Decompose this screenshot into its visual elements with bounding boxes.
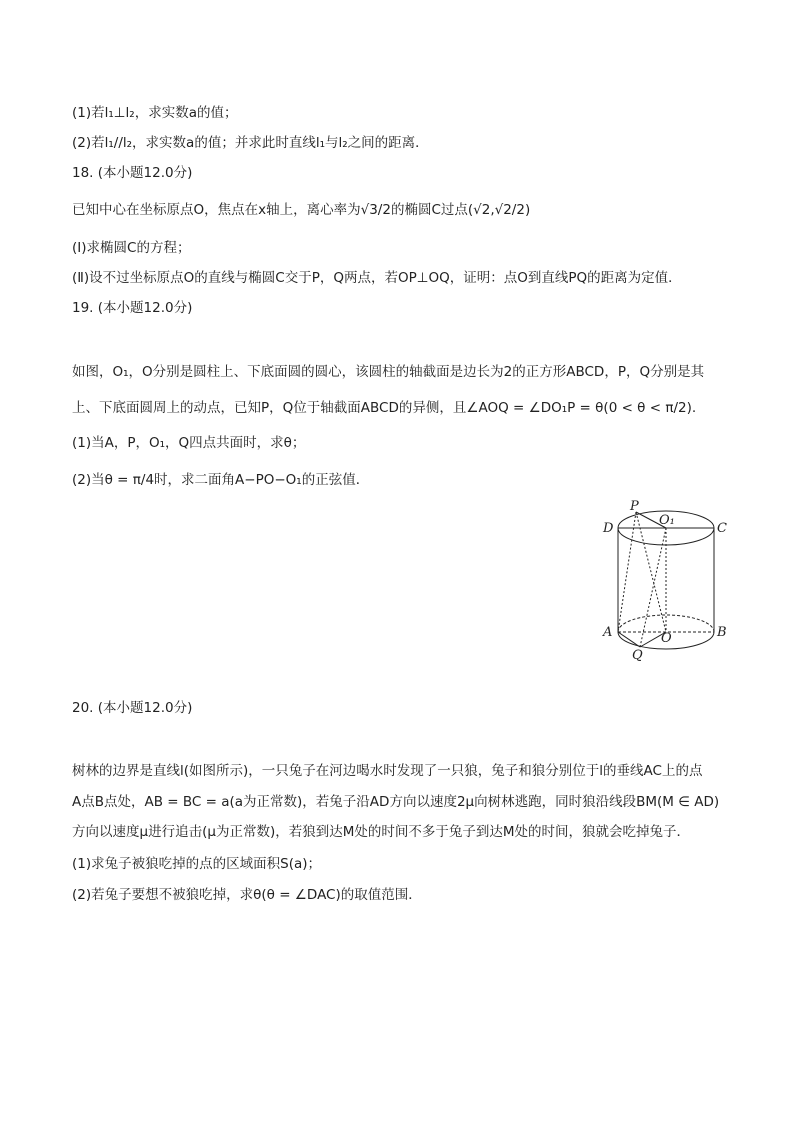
cylinder-figure	[598, 498, 738, 663]
label-A: A	[603, 625, 613, 640]
label-C: C	[717, 521, 727, 536]
question-18-part2: (Ⅱ)设不过坐标原点O的直线与椭圆C交于P，Q两点，若OP⊥OQ，证明：点O到直线PQ的距离为定值．	[72, 270, 682, 286]
label-O: O	[661, 631, 672, 646]
question-20-part1: (1)求兔子被狼吃掉的点的区域面积S(a)；	[72, 856, 321, 872]
segment-P-O	[636, 512, 666, 632]
segment-P-A	[618, 512, 636, 632]
question-20-stem-line2: A点B点处，AB = BC = a(a为正常数)，若兔子沿AD方向以速度2μ向树林逃跑，同时狼沿线段BM(M ∈ AD)	[72, 794, 720, 810]
question-19-header: 19. (本小题12.0分)	[72, 300, 193, 316]
label-P: P	[630, 499, 639, 514]
question-20-stem-line1: 树林的边界是直线l(如图所示)，一只兔子在河边喝水时发现了一只狼，兔子和狼分别位于l的垂线AC上的点	[72, 763, 703, 779]
question-20-stem-line3: 方向以速度μ进行追击(μ为正常数)，若狼到达M处的时间不多于兔子到达M处的时间，狼就会吃掉兔子．	[72, 824, 691, 840]
question-19-stem-line1: 如图，O₁，O分别是圆柱上、下底面圆的圆心，该圆柱的轴截面是边长为2的正方形ABCD，P，Q分别是其	[72, 364, 705, 380]
question-18-header: 18. (本小题12.0分)	[72, 165, 193, 181]
question-18-stem: 已知中心在坐标原点O，焦点在x轴上，离心率为√3/2的椭圆C过点(√2,√2/2)	[72, 202, 531, 218]
label-Q: Q	[632, 648, 643, 663]
question-17-part2: (2)若l₁//l₂，求实数a的值；并求此时直线l₁与l₂之间的距离．	[72, 135, 429, 151]
label-O1: O₁	[659, 513, 675, 528]
cylinder-diagram	[598, 498, 738, 663]
label-B: B	[717, 625, 727, 640]
question-20-part2: (2)若兔子要想不被狼吃掉，求θ(θ = ∠DAC)的取值范围．	[72, 887, 422, 903]
question-18-part1: (Ⅰ)求椭圆C的方程；	[72, 240, 191, 256]
segment-A-Q	[618, 632, 640, 647]
question-19-part1: (1)当A，P，O₁，Q四点共面时，求θ；	[72, 435, 306, 451]
question-20-header: 20. (本小题12.0分)	[72, 700, 193, 716]
segment-Q-O1	[640, 528, 666, 647]
question-17-part1: (1)若l₁⊥l₂，求实数a的值；	[72, 105, 238, 121]
label-D: D	[603, 521, 614, 536]
question-19-part2: (2)当θ = π/4时，求二面角A−PO−O₁的正弦值．	[72, 472, 370, 488]
question-19-stem-line2: 上、下底面圆周上的动点，已知P，Q位于轴截面ABCD的异侧，且∠AOQ = ∠DO₁P = θ(0 < θ < π/2).	[72, 400, 697, 416]
